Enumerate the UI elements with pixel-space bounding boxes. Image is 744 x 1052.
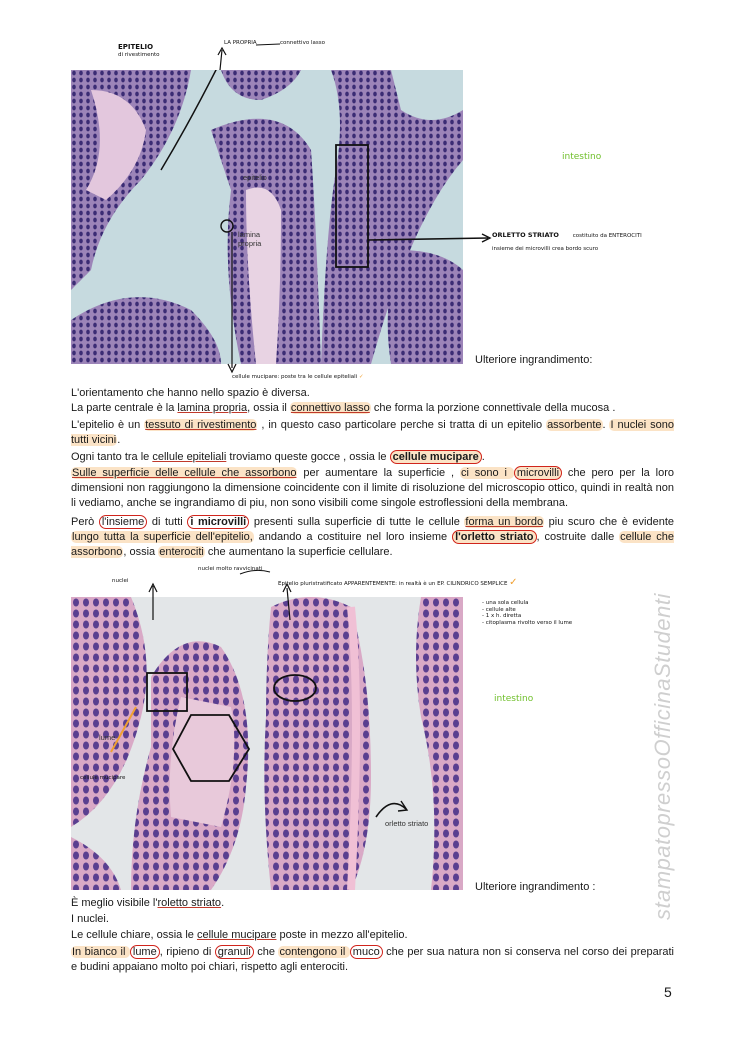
paragraph-8: I nuclei.	[71, 913, 109, 925]
label-propria: propria	[238, 239, 262, 248]
label-lamina: lamina	[238, 230, 261, 239]
green-note-intestino-2: intestino	[494, 694, 534, 704]
handnote-nuclei-ravvicinati: nuclei molto ravvicinati	[198, 566, 263, 572]
caption-1: Ulteriore ingrandimento:	[475, 354, 593, 366]
handnote-nuclei: nuclei	[112, 578, 129, 584]
paragraph-6: Però l'insieme di tutti i microvilli presenti sulla superficie di tutte le cellule forma un bordo piu scuro che è evidente lungo tutta la superficie dell'epitelio, andando a costituire nel loro insieme l'orletto striato , costruite dalle cellule che assorbono, ossia enterociti che aumentano la superficie cellulare.	[71, 516, 674, 559]
watermark: stampatopressoOfficinaStudenti	[650, 593, 675, 920]
caption-2: Ulteriore ingrandimento :	[475, 881, 596, 893]
paragraph-7: È meglio visibile l'roletto striato.	[71, 897, 225, 909]
handnote-epitelio-apparente: Epitelio pluristratificato APPARENTEMENTE: in realtà è un EP. CILINDRICO SEMPLICE ✓	[278, 577, 518, 588]
paragraph-5: Sulle superficie delle cellule che assorbono per aumentare la superficie , ci sono i microvilli che pero per la loro dimensioni non raggiungono la dimensione coincidente con il limite di risoluzione del microscopio ottico, quindi in realtà non li vediamo, anche se ingrandiamo di piu, non sono visibili come singole estroflessioni della membrana.	[71, 467, 674, 510]
handnote-lamina: LA PROPRIA	[224, 40, 257, 46]
handnote-epitelio: EPITELIO di rivestimento	[118, 43, 160, 58]
micrograph-villi-2	[71, 597, 463, 890]
handnote-connettivo: connettivo lasso	[280, 40, 325, 46]
label-orletto-striato: orletto striato	[385, 819, 429, 828]
label-lume: lume	[99, 733, 116, 742]
paragraph-9: Le cellule chiare, ossia le cellule mucipare poste in mezzo all'epitelio.	[71, 929, 408, 941]
handnote-cellule-mucipare: cellule mucipare	[80, 775, 126, 781]
micrograph-villi-2-svg	[71, 597, 463, 890]
handnote-orletto: ORLETTO STRIATO costituito da ENTEROCITI insieme dei microvilli crea bordo scuro	[492, 231, 642, 252]
handnote-list: - una sola cellula - cellule alte - 1 x h. diretta - citoplasma rivolto verso il lume	[482, 600, 573, 626]
paragraph-2: La parte centrale è la lamina propria, ossia il connettivo lasso che forma la porzione connettivale della mucosa .	[71, 402, 616, 414]
page-number: 5	[664, 984, 672, 1000]
annotation-arrows-mid	[0, 560, 744, 620]
paragraph-1: L'orientamento che hanno nello spazio è diversa.	[71, 387, 310, 399]
paragraph-10: In bianco il lume , ripieno di granuli che contengono il muco che per sua natura non si conserva nel corso dei preparati e budini appaiano molto poi chiari, rispetto agli enterociti.	[71, 946, 674, 974]
green-note-intestino-1: intestino	[562, 152, 602, 162]
paragraph-3: L'epitelio è un tessuto di rivestimento , in questo caso particolare perche si tratta di un epitelio assorbente. I nuclei sono tutti vicini.	[71, 419, 674, 447]
paragraph-4: Ogni tanto tra le cellule epiteliali troviamo queste gocce , ossia le cellule mucipare .	[71, 451, 485, 463]
annotation-arrows-top	[0, 0, 744, 400]
label-epitelio: epitelio	[243, 173, 267, 182]
handnote-mucipare: cellule mucipare: poste tra le cellule epiteliali ✓	[232, 374, 364, 380]
